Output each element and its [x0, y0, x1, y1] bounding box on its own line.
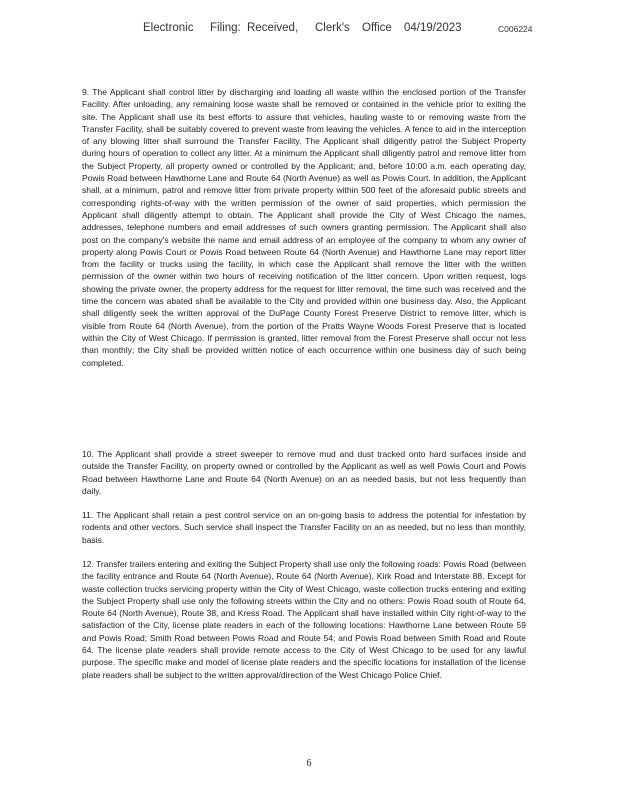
paragraph-11: 11. The Applicant shall retain a pest control service on an on-going basis to address the potential for infestation by rodents and other vectors. Such service shall inspect the Transfer Facility on an as needed, but no less than monthly, basis. — [82, 510, 526, 545]
header-word-clerks: Clerk's — [315, 22, 350, 34]
paragraph-12: 12. Transfer trailers entering and exiting the Subject Property shall use only the following roads: Powis Road (between the facility entrance and Route 64 (North Avenue), Route 64 (North Avenue), Kirk Road and Interstate 88. Except for waste collection trucks servicing property within the City of West Chicago, waste collection trucks entering and exiting the Subject Property shall use only the following streets within the City and no others: Powis Road south of Route 64, Route 64 (North Avenue), Route 38, and Kress Road. The Applicant shall have installed within City right-of-way to the satisfaction of the City, license plate readers in each of the following locations: Hawthorne Lane between Route 59 and Powis Road; Smith Road between Powis Road and Route 54; and Powis Road between Smith Road and Route 64. The license plate readers shall provide remote access to the City of West Chicago to be used for any lawful purpose. The specific make and model of license plate readers and the specific locations for installation of the license plate readers shall be subject to the written approval/direction of the West Chicago Police Chief. — [82, 559, 526, 680]
header-word-electronic: Electronic — [143, 22, 194, 34]
filing-header — [0, 22, 618, 36]
header-word-received: Received, — [247, 22, 299, 34]
page-number: 6 — [306, 758, 312, 769]
header-document-id: C006224 — [498, 24, 533, 34]
header-word-office: Office — [362, 22, 392, 34]
header-filing-date: 04/19/2023 — [404, 22, 462, 34]
paragraph-9: 9. The Applicant shall control litter by discharging and loading all waste within the enclosed portion of the Transfer Facility. After unloading, any remaining loose waste shall be removed or contained in the vehicle prior to exiting the site. The Applicant shall use its best efforts to assure that vehicles, hauling waste to or removing waste from the Transfer Facility, shall be suitably covered to prevent waste from leaving the vehicles. A fence to aid in the interception of any blowing litter shall surround the Transfer Facility. The Applicant shall diligently patrol the Subject Property during hours of operation to collect any litter. At a minimum the Applicant shall diligently patrol and remove litter from the Subject Property, all property owned or controlled by the Applicant; and, before 10:00 a.m. each operating day, Powis Road between Hawthorne Lane and Route 64 (North Avenue) as well as Powis Court. In addition, the Applicant shall, at a minimum, patrol and remove litter from private property within 500 feet of the aforesaid public streets and corresponding rights-of-way with the written permission of the owner of said properties, which permission the Applicant shall diligently attempt to obtain. The Applicant shall provide the City of West Chicago the names, addresses, telephone numbers and email addresses of such owners granting permission. The Applicant shall also post on the company's website the name and email address of an employee of the company to whom any owner of property along Powis Court or Powis Road between Route 64 (North Avenue) and Hawthorne Lane may report litter from the facility or trucks using the facility, in which case the Applicant shall remove the litter with the written permission of the owner within two hours of receiving notification of the litter concern. Upon written request, logs showing the private owner, the property address for the request for litter removal, the time such was received and the time the concern was abated shall be available to the City and provided within one business day. Also, the Applicant shall diligently seek the written approval of the DuPage County Forest Preserve District to remove litter, which is visible from Route 64 (North Avenue), from the portion of the Pratts Wayne Woods Forest Preserve that is located within the City of West Chicago. If permission is granted, litter removal from the Forest Preserve shall occur not less than monthly; the City shall be provided written notice of each occurrence within one business day of such being completed. — [82, 87, 526, 368]
document-body — [82, 86, 526, 681]
paragraph-10: 10. The Applicant shall provide a street sweeper to remove mud and dust tracked onto hard surfaces inside and outside the Transfer Facility, on property owned or controlled by the Applicant as well as well Powis Court and Powis Road between Hawthorne Lane and Route 64 (North Avenue) on an as needed basis, but not less frequently than daily. — [82, 449, 526, 496]
header-word-filing: Filing: — [210, 22, 241, 34]
